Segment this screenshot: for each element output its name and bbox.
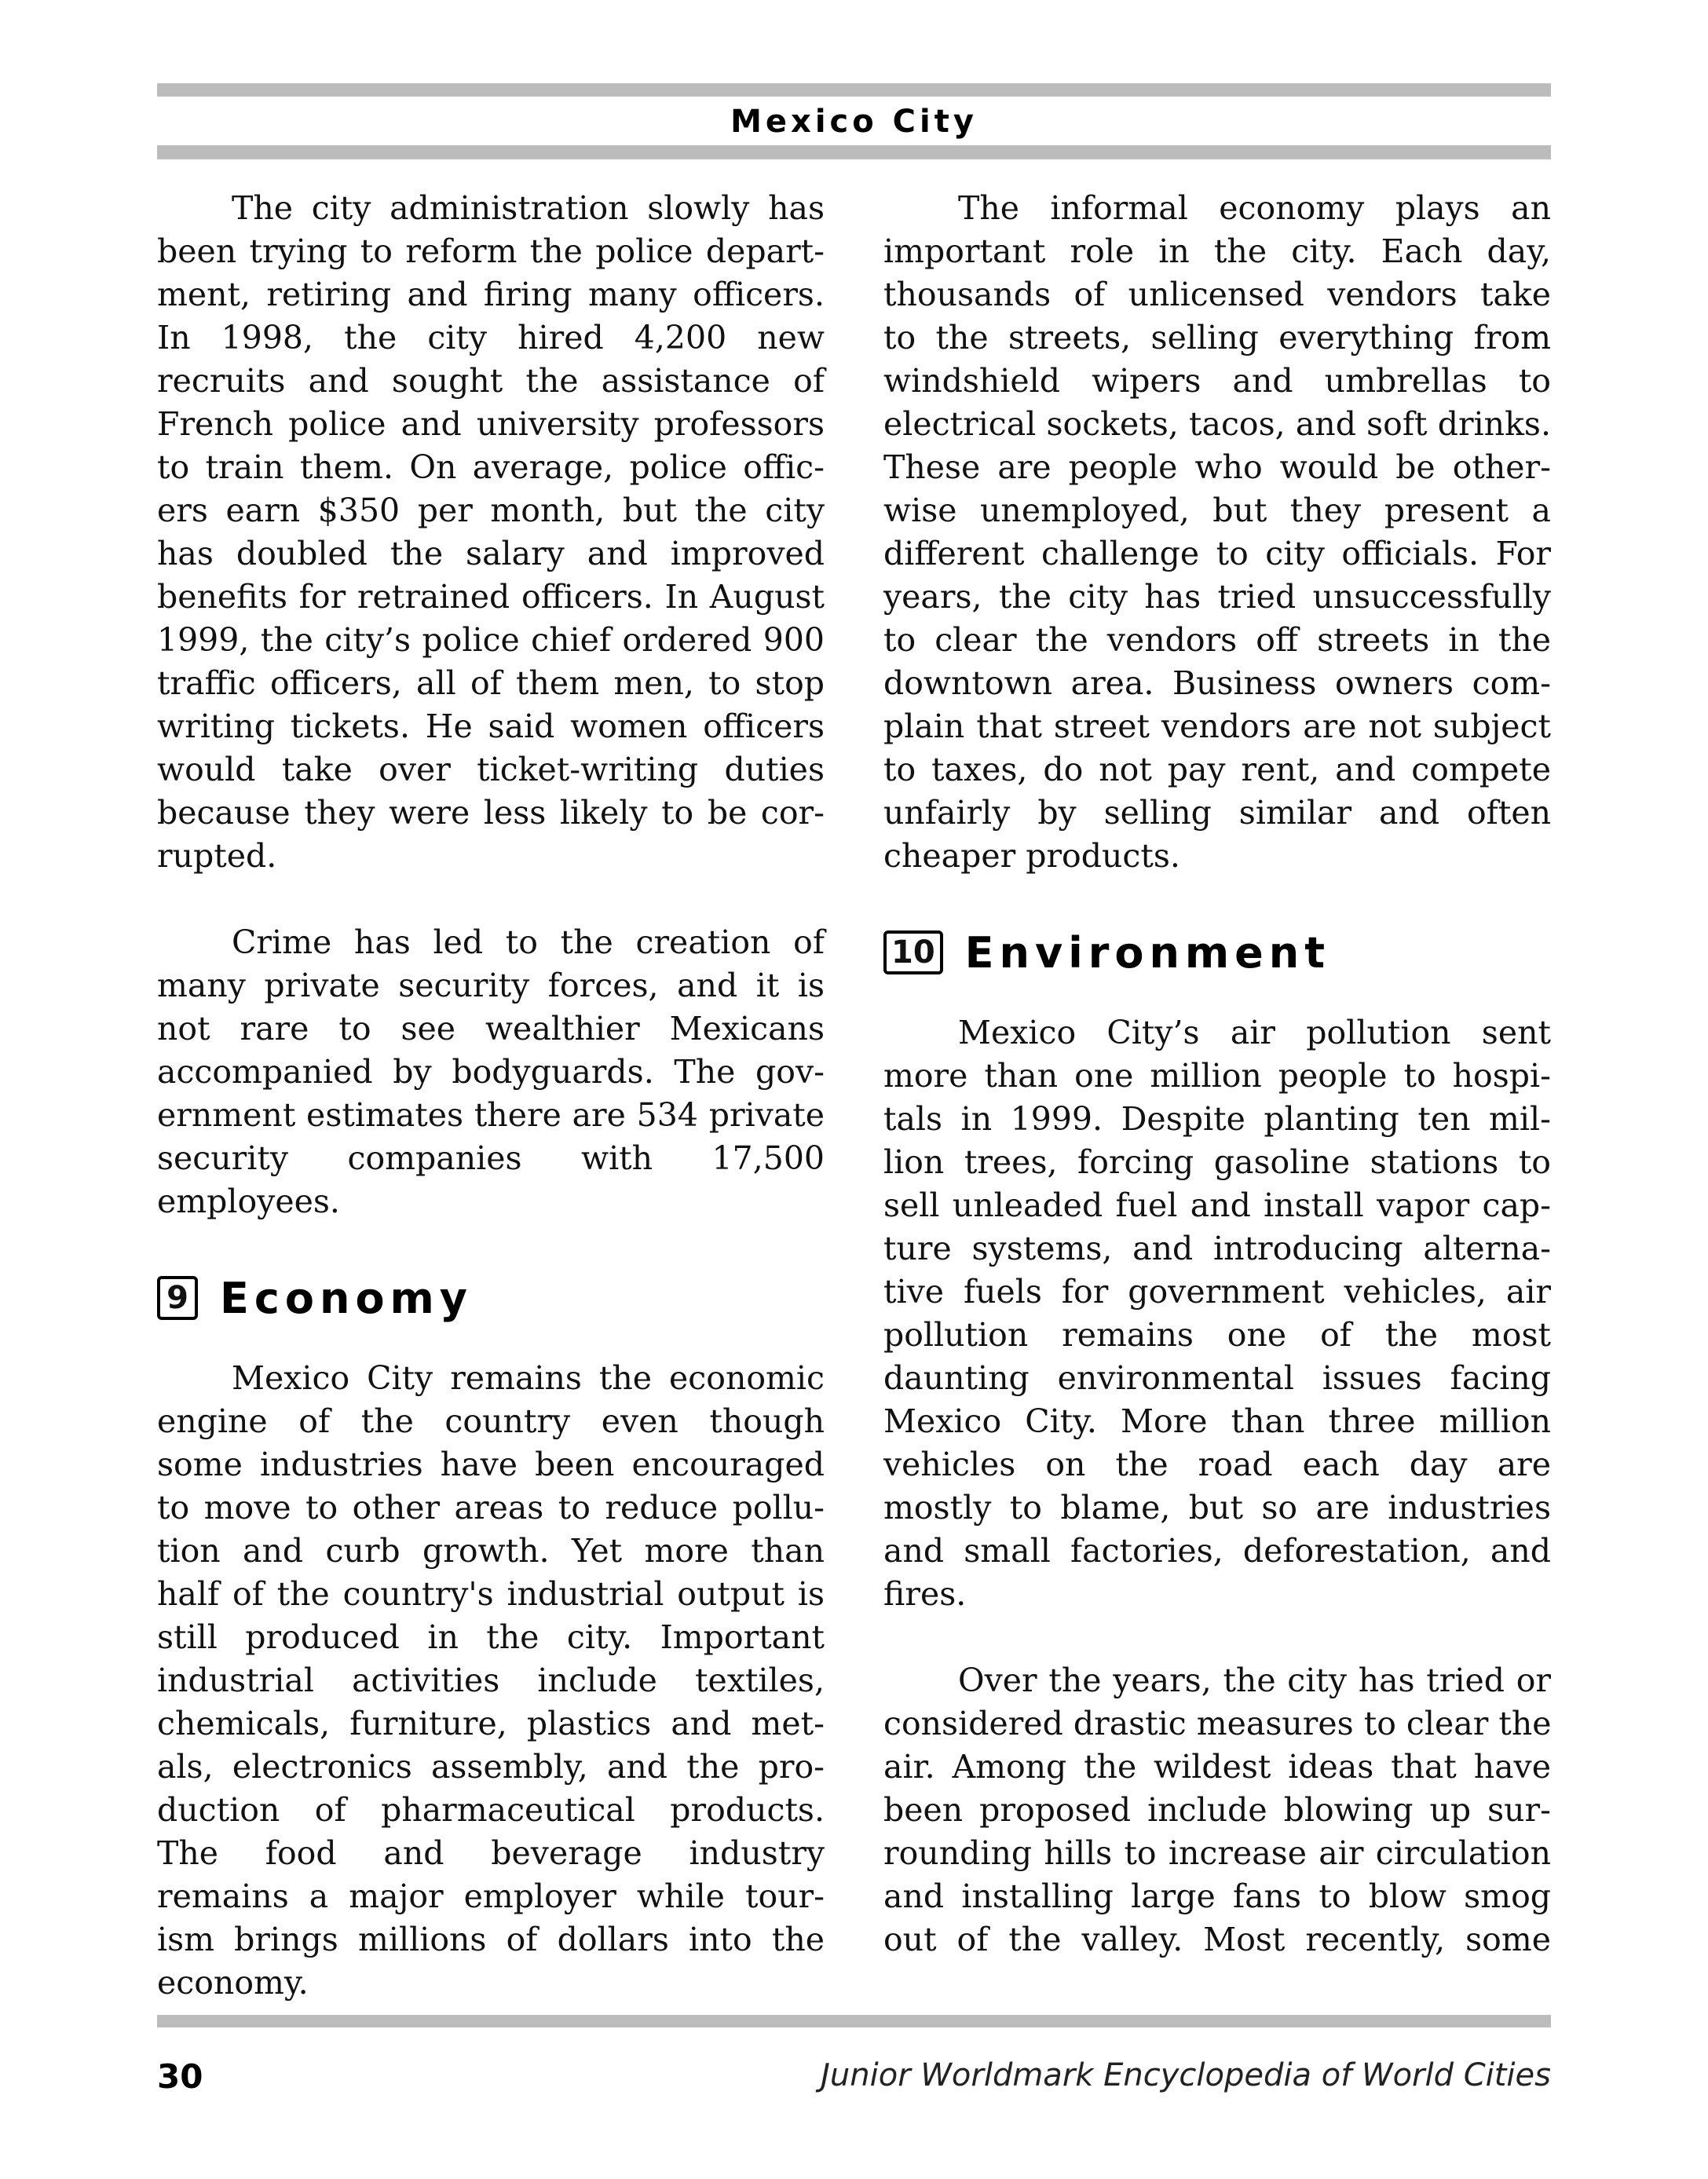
header-top-rule xyxy=(157,83,1551,97)
text-line: because they were less likely to be cor- xyxy=(157,794,825,832)
text-line: benefits for retrained officers. In August xyxy=(157,578,825,616)
text-line: sell unleaded fuel and install vapor cap- xyxy=(883,1186,1551,1224)
text-line: considered drastic measures to clear the xyxy=(883,1705,1552,1742)
text-line: Mexico City remains the economic xyxy=(232,1359,825,1397)
text-line: rupted. xyxy=(157,837,277,875)
text-line: security companies with 17,500 xyxy=(157,1139,825,1177)
text-line: wise unemployed, but they present a xyxy=(883,492,1551,529)
text-line: to taxes, do not pay rent, and compete xyxy=(883,751,1551,788)
text-line: out of the valley. Most recently, some xyxy=(883,1921,1551,1958)
text-line: ism brings millions of dollars into the xyxy=(157,1921,825,1958)
text-line: air. Among the wildest ideas that have xyxy=(883,1748,1551,1786)
footer-rule xyxy=(157,2015,1551,2027)
text-line: vehicles on the road each day are xyxy=(883,1446,1551,1483)
text-line: has doubled the salary and improved xyxy=(157,535,825,572)
paragraph-economy xyxy=(157,1357,825,2005)
running-header-title: Mexico City xyxy=(730,104,978,140)
text-line: 1999, the city’s police chief ordered 900 xyxy=(157,621,825,659)
section-number-badge: 10 xyxy=(883,930,943,974)
text-line: ment, retiring and firing many officers. xyxy=(157,276,825,313)
text-line: employees. xyxy=(157,1183,340,1220)
text-line: tive fuels for government vehicles, air xyxy=(883,1273,1551,1311)
text-line: to move to other areas to reduce pollu- xyxy=(157,1489,825,1526)
text-line: The food and beverage industry xyxy=(157,1834,825,1872)
header-bottom-rule xyxy=(157,145,1551,159)
section-title: Environment xyxy=(964,927,1331,978)
paragraph-air-pollution xyxy=(883,1011,1551,1616)
text-line: engine of the country even though xyxy=(157,1402,825,1440)
text-line: Mexico City’s air pollution sent xyxy=(958,1014,1551,1051)
text-line: would take over ticket-writing duties xyxy=(157,751,825,788)
text-line: ers earn $350 per month, but the city xyxy=(157,492,825,529)
text-line: chemicals, furniture, plastics and met- xyxy=(157,1705,825,1742)
text-line: to train them. On average, police offic- xyxy=(157,448,825,486)
text-line: Crime has led to the creation of xyxy=(232,923,825,961)
text-line: pollution remains one of the most xyxy=(883,1316,1551,1354)
text-line: French police and university professors xyxy=(157,405,825,443)
text-line: tion and curb growth. Yet more than xyxy=(157,1532,825,1570)
text-line: mostly to blame, but so are industries xyxy=(883,1489,1551,1526)
text-line: recruits and sought the assistance of xyxy=(157,362,825,400)
text-line: als, electronics assembly, and the pro- xyxy=(157,1748,825,1786)
paragraph-private-security xyxy=(157,921,825,1223)
text-line: and installing large fans to blow smog xyxy=(883,1877,1551,1915)
text-line: been proposed include blowing up sur- xyxy=(883,1791,1551,1829)
text-line: different challenge to city officials. For xyxy=(883,535,1551,572)
text-line: plain that street vendors are not subject xyxy=(883,707,1551,745)
text-line: rounding hills to increase air circulation xyxy=(883,1834,1551,1872)
text-line: writing tickets. He said women officers xyxy=(157,707,825,745)
text-line: thousands of unlicensed vendors take xyxy=(883,276,1551,313)
text-line: electrical sockets, tacos, and soft drinks. xyxy=(883,405,1551,443)
text-line: half of the country's industrial output is xyxy=(157,1575,825,1613)
text-line: many private security forces, and it is xyxy=(157,967,825,1004)
text-line: years, the city has tried unsuccessfully xyxy=(883,578,1551,616)
text-line: to the streets, selling everything from xyxy=(883,319,1551,356)
text-line: In 1998, the city hired 4,200 new xyxy=(157,319,825,356)
text-line: and small factories, deforestation, and xyxy=(883,1532,1551,1570)
section-number-badge: 9 xyxy=(157,1276,198,1320)
text-line: tals in 1999. Despite planting ten mil- xyxy=(883,1100,1551,1138)
text-line: to clear the vendors off streets in the xyxy=(883,621,1551,659)
text-line: not rare to see wealthier Mexicans xyxy=(157,1010,825,1047)
text-line: accompanied by bodyguards. The gov- xyxy=(157,1053,825,1091)
text-line: fires. xyxy=(883,1575,967,1613)
text-line: cheaper products. xyxy=(883,837,1180,875)
text-line: some industries have been encouraged xyxy=(157,1446,825,1483)
section-heading-economy xyxy=(157,1263,825,1333)
text-line: more than one million people to hospi- xyxy=(883,1057,1551,1095)
text-line: industrial activities include textiles, xyxy=(157,1662,825,1699)
text-line: windshield wipers and umbrellas to xyxy=(883,362,1551,400)
text-line: traffic officers, all of them men, to stop xyxy=(157,664,825,702)
text-line: been trying to reform the police depart- xyxy=(157,232,825,270)
text-line: Over the years, the city has tried or xyxy=(958,1662,1551,1699)
text-line: unfairly by selling similar and often xyxy=(883,794,1551,832)
text-line: duction of pharmaceutical products. xyxy=(157,1791,825,1829)
left-column xyxy=(157,187,825,2005)
paragraph-drastic-measures xyxy=(883,1659,1551,1961)
text-line: daunting environmental issues facing xyxy=(883,1359,1551,1397)
text-line: ture systems, and introducing alterna- xyxy=(883,1230,1551,1267)
page-number: 30 xyxy=(157,2057,203,2096)
text-line: The city administration slowly has xyxy=(232,189,825,227)
section-title: Economy xyxy=(220,1273,474,1323)
right-column xyxy=(883,187,1551,1961)
section-heading-environment xyxy=(883,917,1551,988)
text-line: important role in the city. Each day, xyxy=(883,232,1551,270)
text-line: downtown area. Business owners com- xyxy=(883,664,1551,702)
text-line: still produced in the city. Important xyxy=(157,1618,825,1656)
paragraph-police-reform xyxy=(157,187,825,878)
text-line: Mexico City. More than three million xyxy=(883,1402,1551,1440)
text-line: remains a major employer while tour- xyxy=(157,1877,825,1915)
text-line: These are people who would be other- xyxy=(883,448,1551,486)
book-title: Junior Worldmark Encyclopedia of World Cities xyxy=(821,2057,1551,2093)
text-line: ernment estimates there are 534 private xyxy=(157,1096,825,1134)
text-line: The informal economy plays an xyxy=(958,189,1551,227)
text-line: economy. xyxy=(157,1964,309,2002)
paragraph-informal-economy xyxy=(883,187,1551,878)
text-line: lion trees, forcing gasoline stations to xyxy=(883,1143,1551,1181)
